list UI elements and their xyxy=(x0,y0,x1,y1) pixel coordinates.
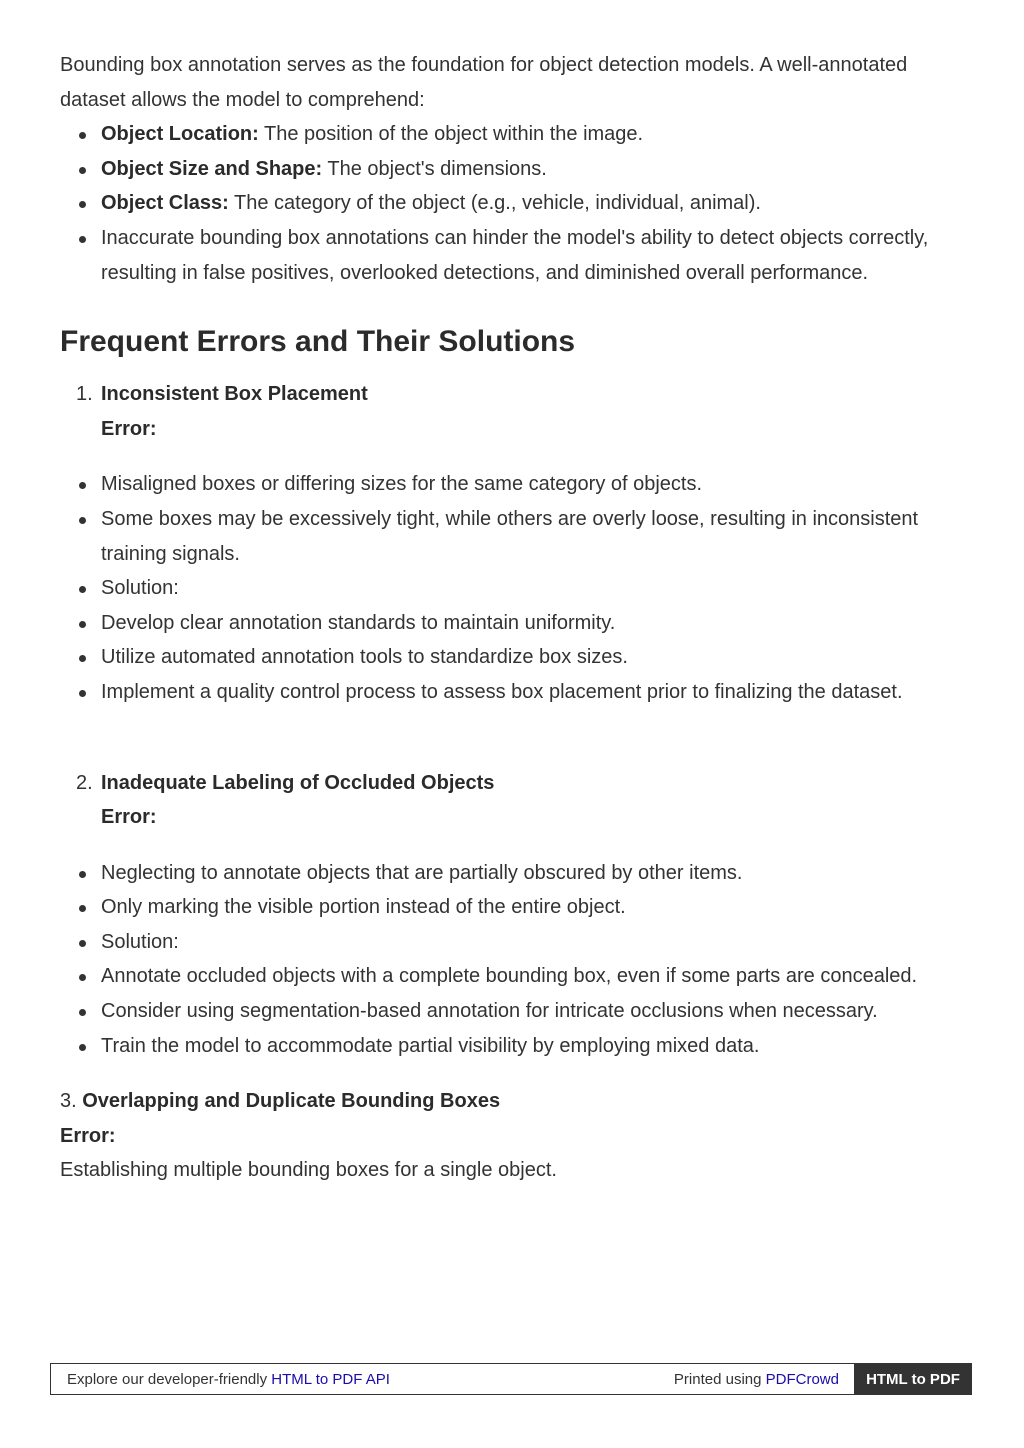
list-item: Solution: xyxy=(101,925,960,960)
footer-explore-text: Explore our developer-friendly xyxy=(67,1370,272,1388)
error-label: Error: xyxy=(101,417,157,440)
item-text: Establishing multiple bounding boxes for a single object. xyxy=(60,1159,557,1182)
list-item: Only marking the visible portion instead of the entire object. xyxy=(101,890,960,925)
list-item: Train the model to accommodate partial visibility by employing mixed data. xyxy=(101,1029,960,1064)
bullet-text: The object's dimensions. xyxy=(322,157,547,180)
bullet-label: Object Size and Shape: xyxy=(101,157,323,180)
list-item: Utilize automated annotation tools to standardize box sizes. xyxy=(101,640,960,675)
item-number: 3. xyxy=(60,1090,77,1113)
list-item: Annotate occluded objects with a complete bounding box, even if some parts are concealed. xyxy=(101,959,960,994)
intro-bullet-list xyxy=(60,117,960,290)
list-item: Solution: xyxy=(101,571,960,606)
pdfcrowd-link[interactable]: PDFCrowd xyxy=(765,1370,839,1388)
item-title: Overlapping and Duplicate Bounding Boxes xyxy=(82,1090,501,1113)
bullet-text: The position of the object within the image. xyxy=(258,123,644,146)
footer-printed xyxy=(674,1371,839,1388)
bullet-label: Object Class: xyxy=(101,192,229,215)
bullet-label: Object Location: xyxy=(101,123,259,146)
item-title: Inconsistent Box Placement xyxy=(101,383,368,406)
section-1-bullet-list xyxy=(60,467,960,709)
list-item: Neglecting to annotate objects that are partially obscured by other items. xyxy=(101,856,960,891)
pdf-footer-bar xyxy=(50,1363,972,1395)
html-to-pdf-api-link[interactable]: HTML to PDF API xyxy=(271,1370,390,1388)
error-label: Error: xyxy=(60,1124,116,1147)
numbered-item-1 xyxy=(60,377,960,446)
numbered-item-2 xyxy=(60,766,960,835)
list-item: Some boxes may be excessively tight, while others are overly loose, resulting in inconsistent training signals. xyxy=(101,502,960,571)
list-item xyxy=(101,221,960,290)
intro-paragraph: Bounding box annotation serves as the foundation for object detection models. A well-annotated dataset allows the model to comprehend: xyxy=(60,54,908,111)
list-item xyxy=(101,117,960,152)
error-label: Error: xyxy=(101,806,157,829)
document-body xyxy=(60,48,960,1188)
list-item: Develop clear annotation standards to maintain uniformity. xyxy=(101,606,960,641)
bullet-text: The category of the object (e.g., vehicle, individual, animal). xyxy=(228,192,761,215)
item-number: 2. xyxy=(76,771,93,794)
section-heading: Frequent Errors and Their Solutions xyxy=(60,325,576,359)
list-item xyxy=(101,186,960,221)
item-number: 1. xyxy=(76,383,93,406)
list-item: Misaligned boxes or differing sizes for the same category of objects. xyxy=(101,467,960,502)
list-item: Implement a quality control process to assess box placement prior to finalizing the dataset. xyxy=(101,675,960,710)
list-item: Consider using segmentation-based annotation for intricate occlusions when necessary. xyxy=(101,994,960,1029)
html-to-pdf-button[interactable]: HTML to PDF xyxy=(854,1363,972,1395)
section-2-bullet-list xyxy=(60,856,960,1064)
numbered-item-3 xyxy=(60,1084,960,1188)
footer-explore xyxy=(67,1371,390,1388)
footer-printed-text: Printed using xyxy=(673,1370,766,1388)
item-title: Inadequate Labeling of Occluded Objects xyxy=(101,771,495,794)
list-item xyxy=(101,152,960,187)
bullet-text: Inaccurate bounding box annotations can hinder the model's ability to detect objects correctly, resulting in false positives, overlooked detections, and diminished overall performance. xyxy=(101,226,929,284)
